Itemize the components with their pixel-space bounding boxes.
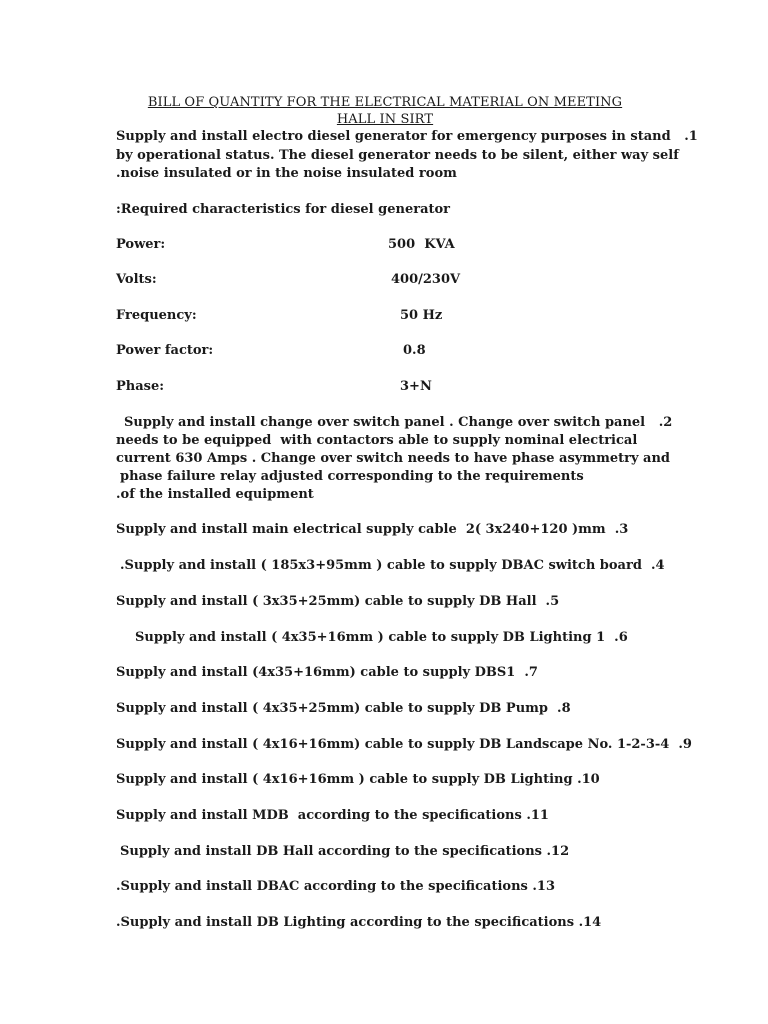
item-12: Supply and install DB Hall according to the specifications .12: [120, 844, 570, 859]
volts-value: 400/230V: [391, 272, 461, 287]
volts-label: Volts:: [116, 272, 157, 287]
item-2-line-2: needs to be equipped with contactors able to supply nominal electrical: [116, 433, 638, 448]
item-4: .Supply and install ( 185x3+95mm ) cable to supply DBAC switch board .4: [120, 558, 665, 573]
characteristics-heading: :Required characteristics for diesel generator: [116, 202, 451, 217]
item-2-line-4: phase failure relay adjusted corresponding to the requirements: [120, 469, 584, 484]
item-2-line-1: Supply and install change over switch panel . Change over switch panel .2: [124, 415, 673, 430]
item-7: Supply and install (4x35+16mm) cable to supply DBS1 .7: [116, 665, 538, 680]
item-8: Supply and install ( 4x35+25mm) cable to supply DB Pump .8: [116, 701, 571, 716]
item-1-line-1: Supply and install electro diesel generator for emergency purposes in stand .1: [116, 129, 698, 144]
item-2-line-5: .of the installed equipment: [116, 487, 314, 502]
item-1-line-2: by operational status. The diesel generator needs to be silent, either way self: [116, 148, 679, 163]
item-13: .Supply and install DBAC according to the specifications .13: [116, 879, 555, 894]
phase-value: 3+N: [400, 379, 432, 394]
item-14: .Supply and install DB Lighting according to the specifications .14: [116, 915, 602, 930]
item-9: Supply and install ( 4x16+16mm) cable to supply DB Landscape No. 1-2-3-4 .9: [116, 737, 692, 752]
frequency-label: Frequency:: [116, 308, 197, 323]
phase-label: Phase:: [116, 379, 165, 394]
item-5: Supply and install ( 3x35+25mm) cable to supply DB Hall .5: [116, 594, 560, 609]
frequency-value: 50 Hz: [400, 308, 443, 323]
item-10: Supply and install ( 4x16+16mm ) cable to supply DB Lighting .10: [116, 772, 600, 787]
power-label: Power:: [116, 237, 166, 252]
item-11: Supply and install MDB according to the specifications .11: [116, 808, 549, 823]
item-1-line-3: .noise insulated or in the noise insulated room: [116, 166, 457, 181]
item-6: Supply and install ( 4x35+16mm ) cable to supply DB Lighting 1 .6: [135, 630, 628, 645]
document-title-line-1: BILL OF QUANTITY FOR THE ELECTRICAL MATERIAL ON MEETING: [147, 95, 623, 110]
item-2-line-3: current 630 Amps . Change over switch needs to have phase asymmetry and: [116, 451, 670, 466]
power-factor-label: Power factor:: [116, 343, 214, 358]
item-3: Supply and install main electrical supply cable 2( 3x240+120 )mm .3: [116, 522, 629, 537]
power-value: 500 KVA: [388, 237, 455, 252]
power-factor-value: 0.8: [403, 343, 426, 358]
document-title-line-2: HALL IN SIRT: [336, 112, 434, 127]
